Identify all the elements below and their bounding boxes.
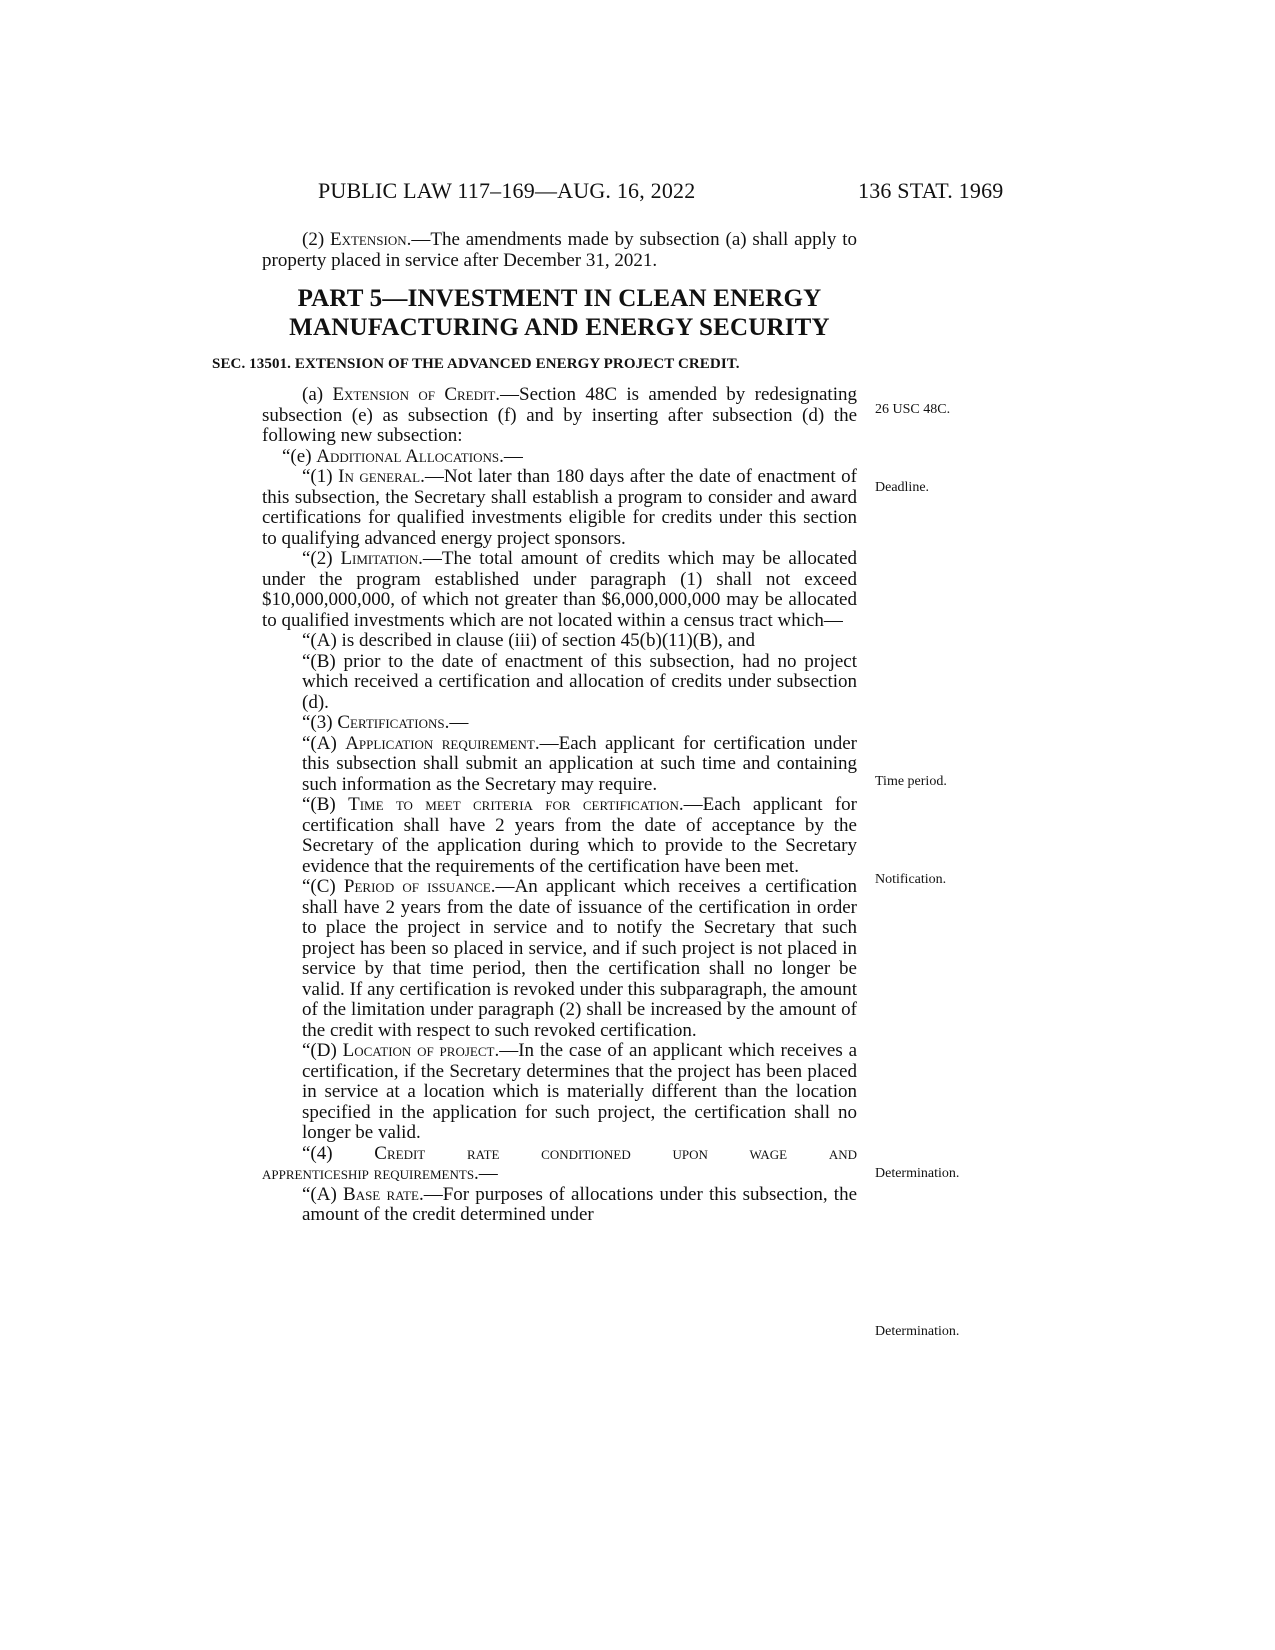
page-header	[0, 178, 1275, 212]
margin-note-deadline: Deadline.	[875, 480, 930, 495]
paragraph-3-D-text: —In the case of an applicant which receives a certification, if the Secretary determines that the project has been placed in service at a location which is materially different than the location specified in the application for such project, the certification shall no longer be valid.	[302, 1040, 858, 1143]
paragraph-3-B-prefix: “(B)	[302, 794, 349, 815]
margin-note-usc: 26 USC 48C.	[875, 402, 951, 417]
paragraph-4-A-heading: Base rate.	[343, 1183, 424, 1205]
part-title	[262, 284, 857, 342]
paragraph-4-A-text: —For purposes of allocations under this subsection, the amount of the credit determined under	[302, 1183, 858, 1225]
section-title: SEC. 13501. EXTENSION OF THE ADVANCED ENERGY PROJECT CREDIT.	[212, 356, 740, 372]
paragraph-1-prefix: “(1)	[302, 466, 339, 487]
paragraph-3-C-heading: Period of issuance.	[343, 876, 496, 897]
paragraph-3-B-heading: Time to meet criteria for certification.	[348, 794, 684, 815]
paragraph-3-A-prefix: “(A)	[302, 732, 346, 754]
subsection-e-dash: —	[503, 445, 523, 467]
subsection-a-prefix: (a)	[302, 384, 333, 405]
paragraph-2	[262, 549, 857, 631]
paragraph-1	[262, 467, 857, 549]
margin-note-time-period: Time period.	[875, 774, 947, 789]
paragraph-3-D-prefix: “(D)	[302, 1040, 343, 1061]
margin-note-notification: Notification.	[875, 872, 947, 887]
paragraph-2-prefix: “(2)	[302, 548, 341, 569]
header-stat-page: 136 STAT. 1969	[858, 178, 1004, 203]
paragraph-3-heading-line	[302, 713, 857, 734]
paragraph-3-heading: Certifications.	[337, 712, 450, 733]
paragraph-3-B-text: —Each applicant for certification shall have 2 years from the date of acceptance by the Secretary of the application during which to provide to the Secretary evidence that the requirements of the certification have been met.	[302, 794, 858, 877]
paragraph-1-text: —Not later than 180 days after the date of enactment of this subsection, the Secretary shall establish a program to consider and award certifications for qualified investments eligible for credits under this section to qualifying advanced energy project sponsors.	[262, 466, 858, 549]
paragraph-3-A-text: —Each applicant for certification under this subsection shall submit an application at such time and containing such information as the Secretary may require.	[302, 732, 857, 795]
paragraph-3-D	[302, 1041, 857, 1144]
margin-note-determination-2: Determination.	[875, 1324, 960, 1339]
paragraph-4-heading-line1: “(4) Credit rate conditioned upon wage and	[302, 1142, 857, 1164]
subsection-e-heading-line	[282, 447, 857, 468]
part-title-line2: MANUFACTURING AND ENERGY SECURITY	[289, 314, 830, 341]
paragraph-2-A: “(A) is described in clause (iii) of section 45(b)(11)(B), and	[302, 630, 756, 651]
paragraph-4-A	[302, 1185, 857, 1226]
part-title-line1: PART 5—INVESTMENT IN CLEAN ENERGY	[297, 285, 822, 312]
extension-paragraph	[262, 230, 857, 271]
paragraph-3-dash: —	[449, 712, 469, 733]
paragraph-3-A-heading: Application requirement.	[345, 732, 540, 754]
header-public-law: PUBLIC LAW 117–169—AUG. 16, 2022	[318, 178, 696, 203]
subsection-e-prefix: “(e)	[282, 445, 317, 467]
margin-note-determination-1: Determination.	[875, 1166, 960, 1181]
paragraph-3-C-prefix: “(C)	[302, 876, 344, 897]
paragraph-2-heading: Limitation.	[340, 548, 423, 569]
subsection-a-heading: Extension of Credit.	[332, 384, 501, 405]
paragraph-3-C	[302, 877, 857, 1041]
paragraph-3-A	[302, 734, 857, 796]
subsection-a	[262, 385, 857, 447]
paragraph-4-A-prefix: “(A)	[302, 1183, 344, 1205]
paragraph-3-C-text: —An applicant which receives a certification shall have 2 years from the date of issuance of the certification in order to place the project in service and to notify the Secretary that such project has been so placed in service, and if such project is not placed in service by that time period, then the certification shall no longer be valid. If any certification is revoked under this subparagraph, the amount of the limitation under paragraph (2) shall be increased by the amount of the credit with respect to such revoked certification.	[302, 876, 857, 1041]
paragraph-2-B: “(B) prior to the date of enactment of this subsection, had no project which received a certification and allocation of credits under subsection (d).	[302, 650, 857, 713]
paragraph-3-prefix: “(3)	[302, 712, 338, 733]
paragraph-3-D-heading: Location of project.	[342, 1040, 500, 1061]
paragraph-1-heading: In general.	[338, 466, 425, 487]
subsection-a-text: —Section 48C is amended by redesignating subsection (e) as subsection (f) and by inserting after subsection (d) the following new subsection:	[262, 384, 857, 446]
paragraph-4-heading-line2: apprenticeship requirements.—	[262, 1163, 498, 1184]
subsection-e-heading: Additional Allocations.	[316, 445, 504, 467]
paragraph-3-B	[302, 795, 857, 877]
extension-text: —The amendments made by subsection (a) shall apply to property placed in service after December 31, 2021.	[262, 229, 857, 271]
paragraph-2-text: —The total amount of credits which may be allocated under the program established under paragraph (1) shall not exceed $10,000,000,000, of which not greater than $6,000,000,000 may be allocated to qualified investments which are not located within a census tract which—	[262, 548, 858, 631]
extension-heading: (2) Extension.	[302, 229, 412, 250]
body-text	[212, 229, 858, 1226]
